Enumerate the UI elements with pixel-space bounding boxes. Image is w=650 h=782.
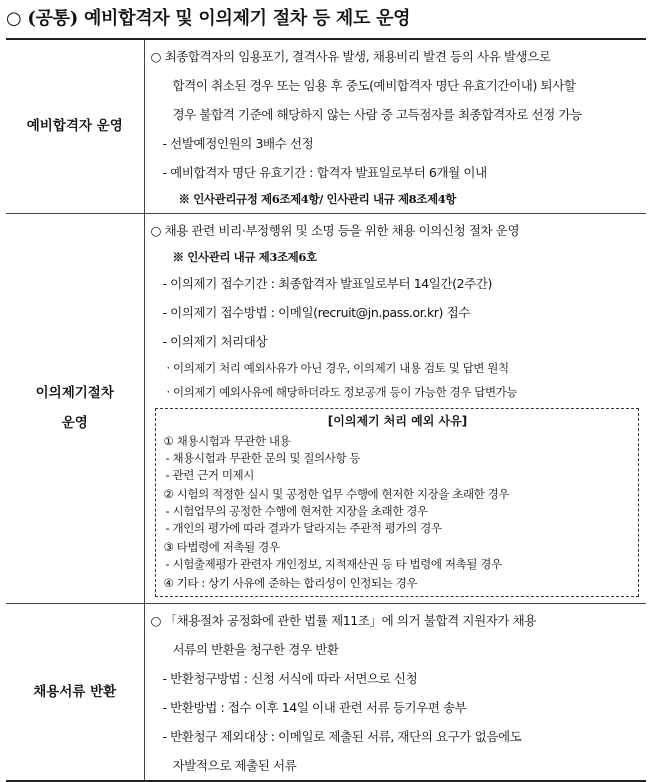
- table-row: [6, 213, 646, 603]
- exception-detail: - 개인의 평가에 따라 결과가 달라지는 주관적 평가의 경우: [165, 520, 442, 535]
- exception-detail: - 관련 근거 미제시: [165, 467, 254, 482]
- sub-sub-line: · 이의제기 예외사유에 해당하더라도 정보공개 등이 가능한 경우 답변가능: [166, 384, 518, 399]
- sub-line: - 반환방법 : 접수 이후 14일 이내 관련 서류 등기우편 송부: [162, 699, 467, 715]
- row-content: [144, 39, 646, 213]
- exception-detail: - 채용시험과 무관한 문의 및 질의사항 등: [165, 450, 361, 465]
- document-title: ○ (공통) 예비합격자 및 이의제기 절차 등 제도 운영: [6, 8, 411, 29]
- text-line: 합격이 취소된 경우 또는 임용 후 중도(예비합격자 명단 유효기간이내) 퇴사할: [172, 78, 576, 93]
- table-row: [6, 39, 646, 213]
- sub-line: - 이의제기 처리대상: [162, 333, 268, 349]
- row-label-text: 예비합격자 운영: [26, 118, 123, 135]
- bullet-line: ○ 「채용절차 공정화에 관한 법률 제11조」에 의거 불합격 지원자가 채용: [150, 612, 537, 628]
- sub-line: - 선발예정인원의 3배수 선정: [162, 136, 314, 151]
- row-label-text: 이의제기절차: [35, 385, 114, 401]
- row-content: [144, 213, 646, 603]
- reference-note: ※ 인사관리규정 제6조제4항/ 인사관리 내규 제8조제4항: [178, 192, 457, 206]
- sub-sub-line: · 이의제기 처리 예외사유가 아닌 경우, 이의제기 내용 검토 및 답변 원칙: [166, 360, 509, 375]
- exception-item: ② 시험의 적정한 실시 및 공정한 업무 수행에 현저한 지장을 초래한 경우: [163, 486, 510, 501]
- row-label: [6, 213, 144, 603]
- sub-line: - 이의제기 접수기간 : 최종합격자 발표일로부터 14일간(2주간): [162, 275, 493, 291]
- row-label-text: 운영: [61, 415, 88, 431]
- exception-detail: - 시험출제평가 관련자 개인정보, 지적재산권 등 타 법령에 저촉될 경우: [165, 556, 502, 571]
- row-content: [144, 603, 646, 781]
- policy-table: [6, 38, 646, 782]
- sub-line: - 이의제기 접수방법 : 이메일(recruit@jn.pass.or.kr) 접수: [162, 304, 470, 320]
- exception-box: [155, 408, 639, 597]
- sub-line: - 예비합격자 명단 유효기간 : 합격자 발표일로부터 6개월 이내: [162, 165, 487, 180]
- row-label-text: 채용서류 반환: [33, 683, 117, 700]
- text-line: 서류의 반환을 청구한 경우 반환: [172, 641, 339, 657]
- exception-detail: - 시험업무의 공정한 수행에 현저한 지장을 초래한 경우: [165, 503, 428, 518]
- bullet-line: ○ 최종합격자의 임용포기, 결격사유 발생, 채용비리 발견 등의 사유 발생으로: [150, 49, 551, 64]
- exception-item: ③ 타법령에 저촉될 경우: [163, 539, 280, 554]
- sub-line: - 반환청구 제외대상 : 이메일로 제출된 서류, 재단의 요구가 없음에도: [162, 728, 522, 744]
- reference-note: ※ 인사관리 내규 제3조제6호: [172, 249, 317, 264]
- table-row: [6, 603, 646, 781]
- exception-item: ① 채용시험과 무관한 내용: [163, 433, 291, 448]
- row-label: [6, 39, 144, 213]
- bullet-line: ○ 채용 관련 비리·부정행위 및 소명 등을 위한 채용 이의신청 절차 운영: [150, 222, 520, 238]
- exception-item: ④ 기타 : 상기 사유에 준하는 합리성이 인정되는 경우: [163, 575, 418, 590]
- exception-box-title: [이의제기 처리 예외 사유]: [327, 413, 468, 428]
- row-label: [6, 603, 144, 781]
- sub-line: - 반환청구방법 : 신청 서식에 따라 서면으로 신청: [162, 670, 418, 686]
- text-line: 경우 불합격 기준에 해당하지 않는 사람 중 고득점자를 최종합격자로 선정 가능: [172, 107, 582, 122]
- text-line: 자발적으로 제출된 서류: [172, 757, 297, 773]
